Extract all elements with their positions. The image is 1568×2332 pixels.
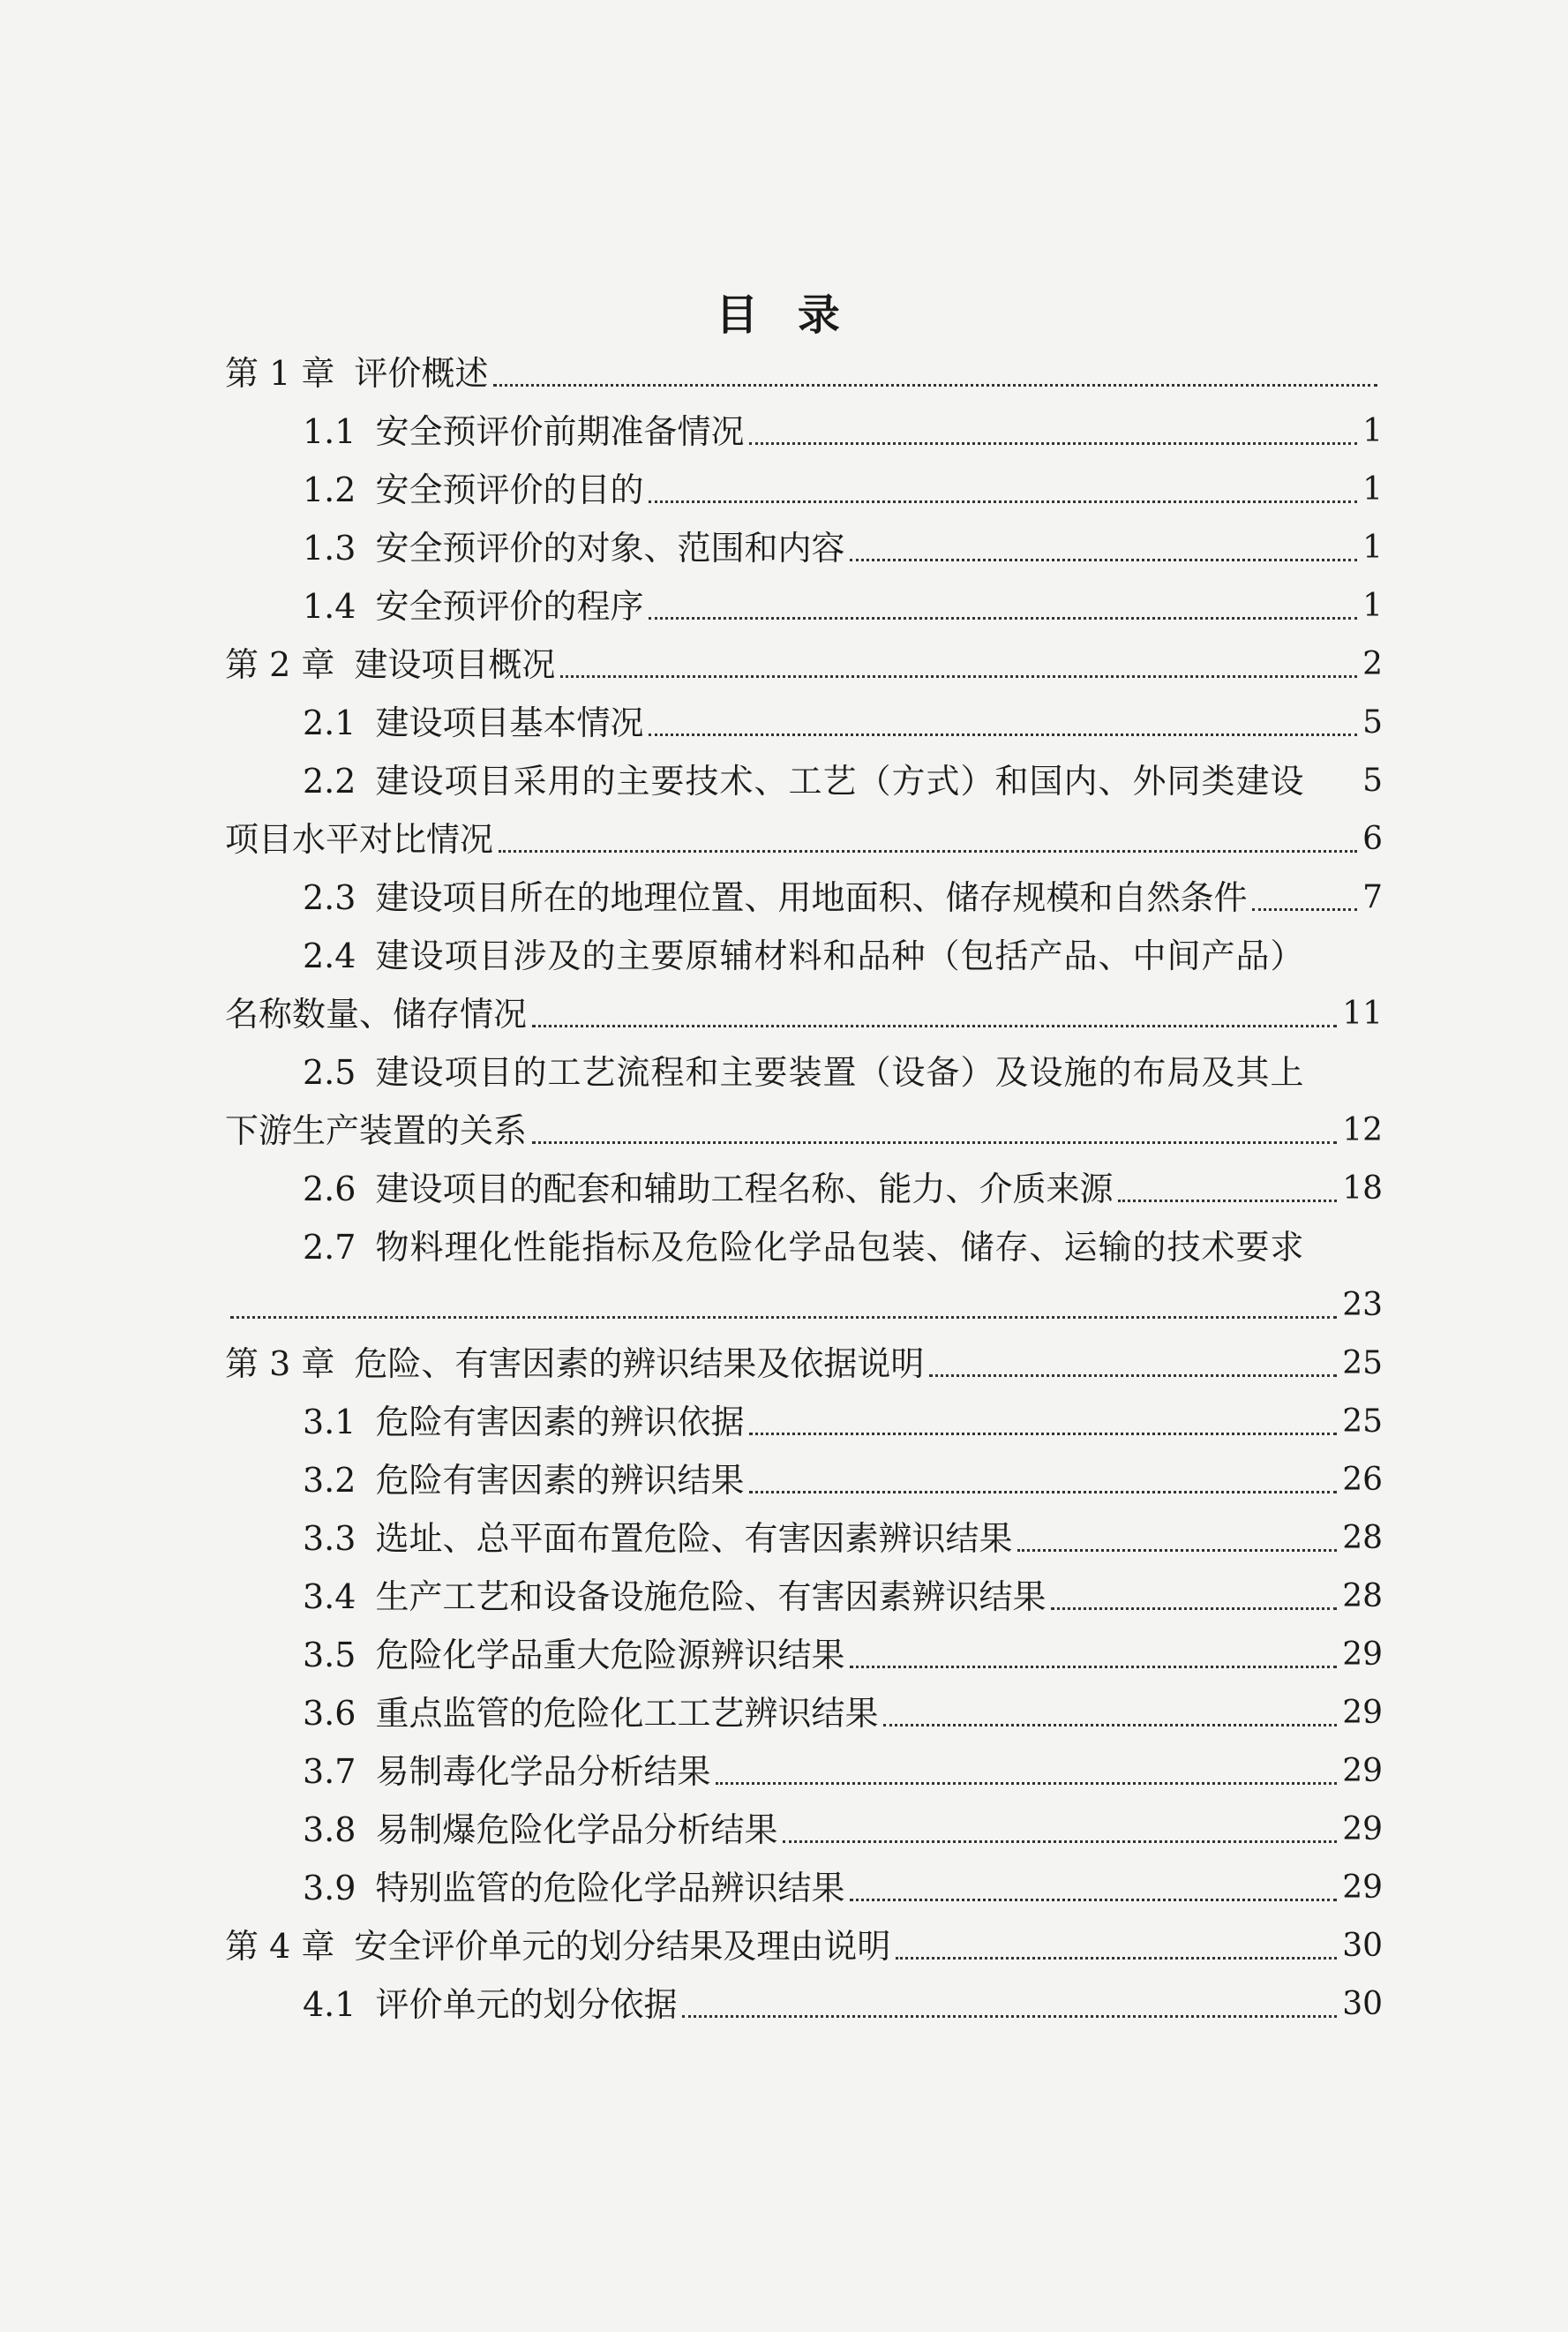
toc-entry-title: 易制毒化学品分析结果 (375, 1752, 711, 1791)
toc-entry-number: 1.4 (303, 587, 356, 626)
toc-page-number: 12 (1342, 1112, 1383, 1148)
toc-title: 目 录 (716, 290, 852, 340)
toc-entry-title: 建设项目基本情况 (375, 703, 644, 742)
toc-entry-number: 3.4 (303, 1577, 356, 1616)
toc-page-number: 1 (1362, 413, 1383, 449)
toc-chapter-entry[interactable] (225, 1908, 1383, 1967)
toc-page-number: 7 (1362, 879, 1383, 915)
toc-section-entry[interactable] (225, 1850, 1383, 1908)
toc-page-number: 25 (1342, 1403, 1383, 1440)
toc-entry-title: 安全预评价前期准备情况 (375, 412, 745, 451)
toc-entry-number: 2.6 (303, 1170, 356, 1208)
toc-dot-leader (532, 1140, 1337, 1144)
toc-page-number: 2 (1362, 646, 1383, 682)
toc-page-number: 23 (1342, 1287, 1383, 1323)
toc-entry-number: 3.2 (303, 1461, 356, 1500)
toc-entry-number: 第 3 章 (225, 1344, 335, 1383)
toc-entry-title: 评价单元的划分依据 (375, 1985, 678, 2024)
toc-section-entry[interactable] (225, 1442, 1383, 1501)
toc-section-entry[interactable] (225, 685, 1383, 743)
toc-entry-title: 建设项目的配套和辅助工程名称、能力、介质来源 (375, 1170, 1114, 1208)
toc-page-number: 11 (1342, 996, 1383, 1032)
toc-page-number: 29 (1342, 1869, 1383, 1906)
toc-entry-number: 4.1 (303, 1985, 356, 2024)
toc-entry-number: 3.9 (303, 1869, 356, 1907)
toc-section-entry[interactable] (225, 452, 1383, 510)
toc-dot-leader (1118, 1199, 1337, 1202)
toc-dot-leader (1051, 1606, 1337, 1610)
toc-dot-leader (749, 1432, 1337, 1435)
toc-entry-number: 3.5 (303, 1636, 356, 1674)
toc-dot-leader (682, 2014, 1337, 2018)
toc-section-entry[interactable] (225, 1384, 1383, 1442)
toc-entry-title: 建设项目的工艺流程和主要装置（设备）及设施的布局及其上 (375, 1053, 1305, 1092)
toc-page-number: 29 (1342, 1753, 1383, 1789)
toc-entry-number: 3.6 (303, 1694, 356, 1733)
toc-dot-leader (749, 441, 1357, 445)
toc-section-entry[interactable] (225, 568, 1383, 627)
toc-entry-number: 2.5 (303, 1053, 356, 1092)
toc-entry-title: 物料理化性能指标及危险化学品包装、储存、运输的技术要求 (375, 1228, 1305, 1267)
toc-entry-title: 生产工艺和设备设施危险、有害因素辨识结果 (375, 1577, 1047, 1616)
toc-entry-title: 建设项目概况 (354, 645, 556, 684)
toc-entry-continuation[interactable] (225, 1268, 1383, 1326)
toc-page-number: 5 (1362, 704, 1383, 741)
toc-entry-number: 2.3 (303, 878, 356, 917)
toc-entry-title: 危险、有害因素的辨识结果及依据说明 (354, 1344, 925, 1383)
toc-entry-title: 安全评价单元的划分结果及理由说明 (354, 1927, 891, 1966)
toc-entry-number: 2.2 (303, 762, 356, 801)
toc-section-entry[interactable] (225, 1209, 1383, 1268)
toc-dot-leader (1252, 907, 1357, 911)
toc-section-entry[interactable] (225, 1792, 1383, 1850)
toc-dot-leader (560, 674, 1357, 678)
toc-entry-title: 建设项目所在的地理位置、用地面积、储存规模和自然条件 (375, 878, 1248, 917)
toc-section-entry[interactable] (225, 1034, 1383, 1093)
toc-chapter-entry[interactable] (225, 335, 1383, 394)
toc-page-number: 26 (1342, 1462, 1383, 1498)
toc-entry-number: 3.7 (303, 1752, 356, 1791)
toc-page-number: 29 (1342, 1695, 1383, 1731)
toc-entry-number: 3.8 (303, 1810, 356, 1849)
toc-entry-title: 安全预评价的目的 (375, 470, 644, 509)
toc-page-number: 30 (1342, 1986, 1383, 2022)
toc-entry-title: 危险有害因素的辨识依据 (375, 1403, 745, 1441)
toc-section-entry[interactable] (225, 743, 1383, 801)
toc-dot-leader (929, 1373, 1337, 1377)
toc-dot-leader (850, 1665, 1337, 1668)
toc-section-entry[interactable] (225, 860, 1383, 918)
toc-entry-number: 2.1 (303, 703, 356, 742)
toc-dot-leader (896, 1956, 1337, 1960)
toc-section-entry[interactable] (225, 1559, 1383, 1617)
toc-page-number: 6 (1362, 821, 1383, 857)
toc-dot-leader (883, 1723, 1337, 1726)
toc-entry-title: 建设项目涉及的主要原辅材料和品种（包括产品、中间产品） (375, 937, 1305, 975)
toc-entry-number: 3.1 (303, 1403, 356, 1441)
toc-entry-continuation[interactable] (225, 976, 1383, 1034)
toc-entry-title: 安全预评价的对象、范围和内容 (375, 529, 845, 568)
toc-entry-title: 评价概述 (354, 354, 489, 393)
toc-entry-number: 1.1 (303, 412, 356, 451)
toc-page-number: 5 (1362, 763, 1383, 799)
toc-page-number: 30 (1342, 1928, 1383, 1964)
toc-entry-number: 1.3 (303, 529, 356, 568)
toc-section-entry[interactable] (225, 510, 1383, 568)
toc-dot-leader (230, 1315, 1337, 1319)
toc-page-number: 28 (1342, 1578, 1383, 1614)
toc-page-number: 29 (1342, 1811, 1383, 1847)
toc-entry-title: 重点监管的危险化工工艺辨识结果 (375, 1694, 879, 1733)
toc-section-entry[interactable] (225, 394, 1383, 452)
toc-dot-leader (850, 1898, 1337, 1901)
toc-page-number: 1 (1362, 471, 1383, 508)
toc-dot-leader (649, 733, 1357, 736)
toc-section-entry[interactable] (225, 1151, 1383, 1209)
toc-entry-number: 1.2 (303, 470, 356, 509)
toc-chapter-entry[interactable] (225, 627, 1383, 685)
toc-entry-number: 第 2 章 (225, 645, 335, 684)
toc-dot-leader (532, 1024, 1337, 1027)
toc-dot-leader (1017, 1548, 1337, 1552)
toc-entry-title: 危险有害因素的辨识结果 (375, 1461, 745, 1500)
toc-page-number: 18 (1342, 1170, 1383, 1207)
toc-page-number: 1 (1362, 588, 1383, 624)
toc-dot-leader (850, 558, 1357, 561)
toc-dot-leader (499, 849, 1357, 853)
toc-section-entry[interactable] (225, 1617, 1383, 1675)
toc-entry-continuation[interactable] (225, 801, 1383, 860)
toc-entry-number: 2.7 (303, 1228, 356, 1267)
toc-entry-title: 项目水平对比情况 (225, 820, 494, 859)
toc-chapter-entry[interactable] (225, 1326, 1383, 1384)
toc-entry-title: 选址、总平面布置危险、有害因素辨识结果 (375, 1519, 1013, 1558)
toc-page-number: 1 (1362, 530, 1383, 566)
toc-section-entry[interactable] (225, 1734, 1383, 1792)
toc-section-entry[interactable] (225, 918, 1383, 976)
toc-dot-leader (749, 1490, 1337, 1493)
toc-section-entry[interactable] (225, 1675, 1383, 1734)
toc-section-entry[interactable] (225, 1967, 1383, 2025)
toc-entry-number: 第 4 章 (225, 1927, 335, 1966)
toc-dot-leader (783, 1839, 1337, 1843)
toc-entry-title: 易制爆危险化学品分析结果 (375, 1810, 778, 1849)
toc-entry-number: 3.3 (303, 1519, 356, 1558)
toc-entry-number: 2.4 (303, 937, 356, 975)
toc-dot-leader (649, 500, 1357, 503)
toc-entry-title: 建设项目采用的主要技术、工艺（方式）和国内、外同类建设 (375, 762, 1305, 801)
toc-entry-title: 特别监管的危险化学品辨识结果 (375, 1869, 845, 1907)
toc-page-number: 28 (1342, 1520, 1383, 1556)
toc-dot-leader (716, 1781, 1337, 1785)
toc-dot-leader (649, 616, 1357, 620)
toc-page-number: 29 (1342, 1636, 1383, 1673)
toc-page-number: 25 (1342, 1345, 1383, 1381)
toc-entry-title: 安全预评价的程序 (375, 587, 644, 626)
toc-entry-number: 第 1 章 (225, 354, 335, 393)
toc-entry-title: 危险化学品重大危险源辨识结果 (375, 1636, 845, 1674)
table-of-contents (225, 335, 1383, 2025)
toc-entry-title: 下游生产装置的关系 (225, 1111, 528, 1150)
toc-entry-continuation[interactable] (225, 1093, 1383, 1151)
toc-dot-leader (493, 383, 1377, 387)
toc-entry-title: 名称数量、储存情况 (225, 995, 528, 1034)
toc-section-entry[interactable] (225, 1501, 1383, 1559)
